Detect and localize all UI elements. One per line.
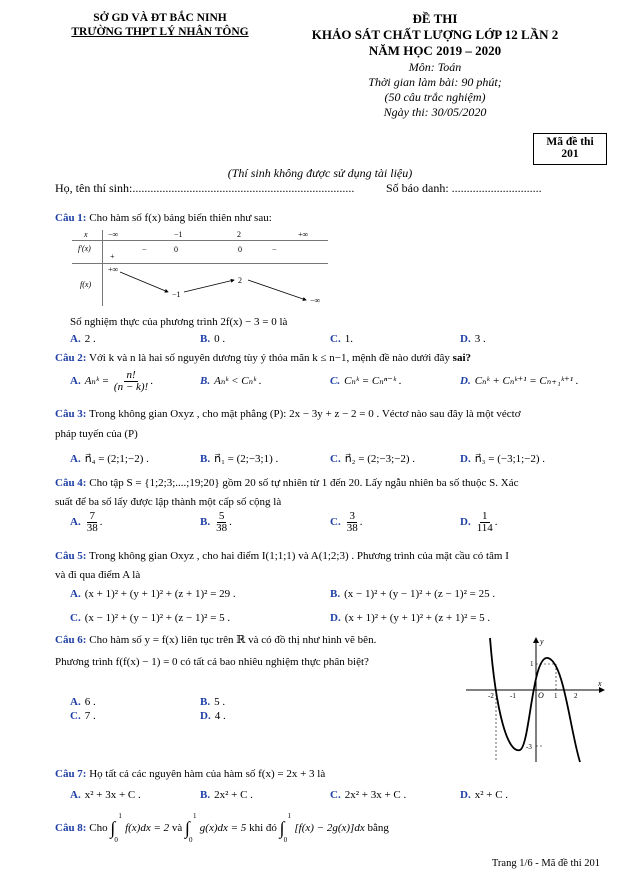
curve: [490, 638, 580, 762]
option-a[interactable]: A. 2 .: [70, 333, 96, 345]
question-1: [55, 212, 610, 224]
question-label: Câu 6:: [55, 634, 87, 646]
option-c[interactable]: C. Cₙᵏ = Cₙⁿ⁻ᵏ .: [330, 375, 402, 387]
x-label: x: [598, 679, 602, 688]
option-a[interactable]: A. (x + 1)² + (y + 1)² + (z + 1)² = 29 .: [70, 588, 236, 600]
question-label: Câu 1:: [55, 212, 87, 224]
question-count: (50 câu trắc nghiệm): [384, 90, 486, 104]
question-4: [55, 477, 610, 489]
question-5-cont: và đi qua điểm A là: [55, 569, 141, 581]
question-label: Câu 8:: [55, 822, 87, 835]
question-3: [55, 408, 610, 420]
x-value: −∞: [108, 230, 119, 239]
question-text: Trong không gian Oxyz , cho hai điểm I(1;1;1) và A(1;2;3) . Phương trình của mặt cầu có tâm I: [89, 550, 509, 562]
question-6-cont: Phương trình f(f(x) − 1) = 0 có tất cả bao nhiêu nghiệm thực phân biệt?: [55, 656, 369, 668]
question-text: Cho tập S = {1;2;3;....;19;20} gồm 20 số tự nhiên từ 1 đến 20. Lấy ngẫu nhiên ba số thuộc S. Xác: [89, 477, 519, 489]
fprime-sign: −: [142, 245, 147, 254]
upper-bound: 1: [118, 812, 122, 820]
question-8: [55, 812, 610, 848]
exam-code-label: Mã đề thi: [546, 136, 594, 148]
subject: Môn: Toán: [408, 60, 462, 74]
option-b[interactable]: B. 5 .: [200, 696, 226, 708]
question-7: [55, 768, 610, 780]
question-1-prompt: Số nghiệm thực của phương trình 2f(x) − 3 = 0 là: [70, 316, 288, 328]
option-c[interactable]: C. 2x² + 3x + C .: [330, 789, 407, 801]
origin-label: O: [538, 691, 544, 700]
integral-expr: g(x)dx = 5: [199, 822, 247, 835]
upper-bound: 1: [193, 812, 197, 820]
option-b[interactable]: B. 0 .: [200, 333, 226, 345]
exam-date: Ngày thi: 30/05/2020: [383, 105, 487, 119]
option-d[interactable]: D. $\frac{1}{114}$ .: [460, 510, 498, 534]
question-label: Câu 5:: [55, 550, 87, 562]
x-value: +∞: [298, 230, 309, 239]
option-c[interactable]: C. 1.: [330, 333, 353, 345]
variation-table: [72, 230, 328, 306]
page-footer: Trang 1/6 - Mã đề thi 201: [491, 858, 600, 869]
question-text: Cho hàm số f(x) bảng biến thiên như sau:: [89, 212, 272, 224]
fprime-zero: 0: [174, 245, 178, 254]
f-value: 2: [238, 276, 242, 285]
option-b[interactable]: B. (x − 1)² + (y − 1)² + (z − 1)² = 25 .: [330, 588, 496, 600]
candidate-number-line: Số báo danh: ..............................: [386, 181, 542, 195]
tick-label: 1: [530, 660, 534, 668]
lower-bound: 0: [283, 836, 288, 844]
school-year: NĂM HỌC 2019 – 2020: [368, 43, 502, 58]
tick-label: -2: [488, 692, 494, 700]
option-c[interactable]: C. n⃗₂ = (2;−3;−2) .: [330, 453, 416, 465]
y-label: y: [540, 637, 544, 646]
tick-label: 1: [554, 692, 558, 700]
question-emphasis: sai?: [452, 352, 472, 364]
exam-time: Thời gian làm bài: 90 phút;: [368, 75, 502, 89]
tick-label: -3: [526, 743, 532, 751]
x-value: 2: [237, 230, 241, 239]
option-b[interactable]: B. n⃗₁ = (2;−3;1) .: [200, 453, 279, 465]
notice: (Thí sinh không được sử dụng tài liệu): [227, 166, 413, 180]
question-text: Cho hàm số y = f(x) liên tục trên ℝ và có đồ thị như hình vẽ bên.: [89, 634, 377, 646]
option-b[interactable]: B. Aₙᵏ < Cₙᵏ .: [200, 375, 262, 387]
tick-label: 2: [574, 692, 578, 700]
x-row-label: x: [84, 230, 88, 239]
upper-bound: 1: [287, 812, 292, 820]
fprime-row-label: f'(x): [78, 244, 91, 253]
candidate-name-line: Họ, tên thí sinh:..........................................................................: [55, 181, 355, 195]
option-d[interactable]: D. n⃗₃ = (−3;1;−2) .: [460, 453, 546, 465]
tick-label: -1: [510, 692, 516, 700]
integral-sign: ∫ 1 0: [279, 812, 292, 844]
f-row-label: f(x): [80, 280, 92, 289]
option-b[interactable]: B. 2x² + C .: [200, 789, 253, 801]
f-value: +∞: [108, 265, 119, 274]
variation-arrows: [72, 230, 328, 306]
question-4-cont: suất để ba số lấy được lập thành một cấp số cộng là: [55, 496, 282, 508]
exam-subtitle: KHẢO SÁT CHẤT LƯỢNG LỚP 12 LẦN 2: [311, 27, 559, 42]
question-label: Câu 3:: [55, 408, 87, 420]
fprime-zero: 0: [238, 245, 242, 254]
option-a[interactable]: A. $\frac{7}{38}$ .: [70, 510, 103, 534]
option-a[interactable]: A. n⃗₄ = (2;1;−2) .: [70, 453, 149, 465]
fprime-sign: −: [272, 245, 277, 254]
school-dept: SỞ GD VÀ ĐT BẮC NINH: [93, 12, 227, 24]
question-text: Với k và n là hai số nguyên dương tùy ý thỏa mãn k ≤ n−1, mệnh đề nào dưới đây: [89, 352, 450, 364]
question-text: khi đó: [249, 822, 277, 835]
fprime-sign: +: [110, 252, 115, 261]
question-3-cont: pháp tuyến của (P): [55, 428, 138, 440]
option-b[interactable]: B. $\frac{5}{38}$ .: [200, 510, 232, 534]
lower-bound: 0: [114, 836, 118, 844]
exam-code-box: [533, 133, 607, 165]
exam-title: ĐỀ THI: [412, 11, 458, 26]
f-value: −∞: [310, 296, 321, 305]
integral-sign: ∫ 1 0: [110, 812, 122, 844]
option-c[interactable]: C. (x − 1)² + (y − 1)² + (z − 1)² = 5 .: [70, 612, 231, 624]
question-text: bằng: [367, 822, 389, 835]
school-name: TRƯỜNG THPT LÝ NHÂN TÔNG: [71, 26, 249, 38]
function-graph: [462, 634, 610, 766]
integral-expr: f(x)dx = 2: [125, 822, 170, 835]
x-value: −1: [174, 230, 183, 239]
question-text: Trong không gian Oxyz , cho mặt phẳng (P): 2x − 3y + z − 2 = 0 . Véctơ nào sau đây là một véctơ: [89, 408, 521, 420]
question-2: [55, 352, 610, 364]
option-a[interactable]: A. Aₙᵏ = $\frac{n!}{(n - k)!}$ .: [70, 369, 153, 393]
question-text: và: [171, 822, 183, 835]
option-d[interactable]: D. (x + 1)² + (y + 1)² + (z + 1)² = 5 .: [330, 612, 491, 624]
integral-expr: [f(x) − 2g(x)]dx: [294, 822, 365, 835]
question-label: Câu 2:: [55, 352, 87, 364]
option-d[interactable]: D. 3 .: [460, 333, 486, 345]
question-text: Họ tất cả các nguyên hàm của hàm số f(x) = 2x + 3 là: [89, 768, 326, 780]
option-d[interactable]: D. Cₙᵏ + Cₙᵏ⁺¹ = Cₙ₊₁ᵏ⁺¹ .: [460, 375, 579, 387]
option-d[interactable]: D. 4 .: [200, 710, 226, 722]
integral-sign: ∫ 1 0: [185, 812, 197, 844]
q2-options: [55, 368, 610, 396]
option-c[interactable]: C. $\frac{3}{38}$ .: [330, 510, 363, 534]
option-a[interactable]: A. x² + 3x + C .: [70, 789, 141, 801]
question-label: Câu 4:: [55, 477, 87, 489]
option-c[interactable]: C. 7 .: [70, 710, 96, 722]
option-d[interactable]: D. x² + C .: [460, 789, 509, 801]
question-text: Cho: [89, 822, 108, 835]
question-5: [55, 550, 610, 562]
question-label: Câu 7:: [55, 768, 87, 780]
f-value: −1: [172, 290, 181, 299]
q4-options: [55, 511, 610, 541]
option-a[interactable]: A. 6 .: [70, 696, 96, 708]
lower-bound: 0: [189, 836, 193, 844]
exam-code-value: 201: [561, 148, 579, 160]
